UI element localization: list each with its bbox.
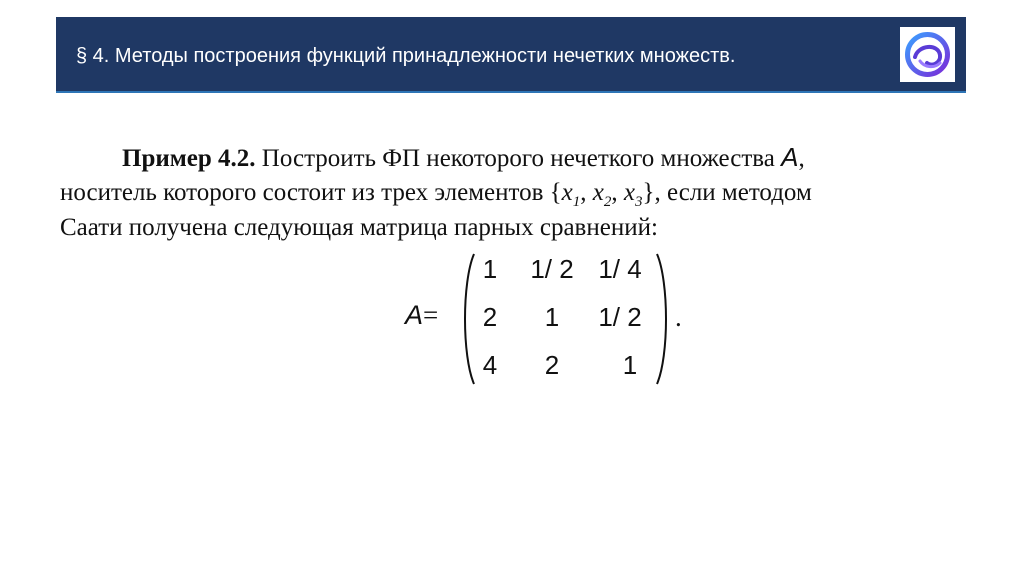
paragraph-line-2 xyxy=(60,175,964,210)
matrix-cell: 1 xyxy=(482,254,498,284)
line2-start: носитель которого состоит из трех элементов xyxy=(60,179,550,206)
element-x1: x xyxy=(561,179,573,206)
paragraph-line-1 xyxy=(60,140,964,175)
line1-text: Построить ФП некоторого нечеткого множества xyxy=(255,145,782,172)
element-x2: x xyxy=(592,179,604,206)
line1-end: , xyxy=(798,145,805,172)
matrix-cell: 1/ 4 xyxy=(598,254,642,284)
element-set: {$x_1$, $x_2$, $x_3$} xyxy=(549,179,655,210)
example-paragraph xyxy=(60,140,964,245)
matrix-cell: 1/ 2 xyxy=(598,302,642,332)
slide-header xyxy=(56,17,966,93)
matrix-cell: 1/ 2 xyxy=(530,254,574,284)
matrix-cell: 4 xyxy=(482,350,498,380)
example-label: Пример 4.2. xyxy=(122,145,256,172)
matrix-trailing-period: . xyxy=(675,302,682,332)
swirl-logo-icon xyxy=(900,27,955,82)
matrix-cell: 1 xyxy=(544,302,560,332)
element-x3: x xyxy=(623,179,635,206)
matrix-lhs: A= xyxy=(405,300,439,330)
matrix-cell: 2 xyxy=(544,350,560,380)
slide-title: § 4. Методы построения функций принадлежности нечетких множеств. xyxy=(76,45,736,67)
set-name: A xyxy=(781,142,799,172)
matrix-cell: 2 xyxy=(482,302,498,332)
matrix-cell: 1 xyxy=(622,350,638,380)
paragraph-line-3: Саати получена следующая матрица парных сравнений: xyxy=(60,214,658,241)
line2-end: , если методом xyxy=(654,179,812,206)
